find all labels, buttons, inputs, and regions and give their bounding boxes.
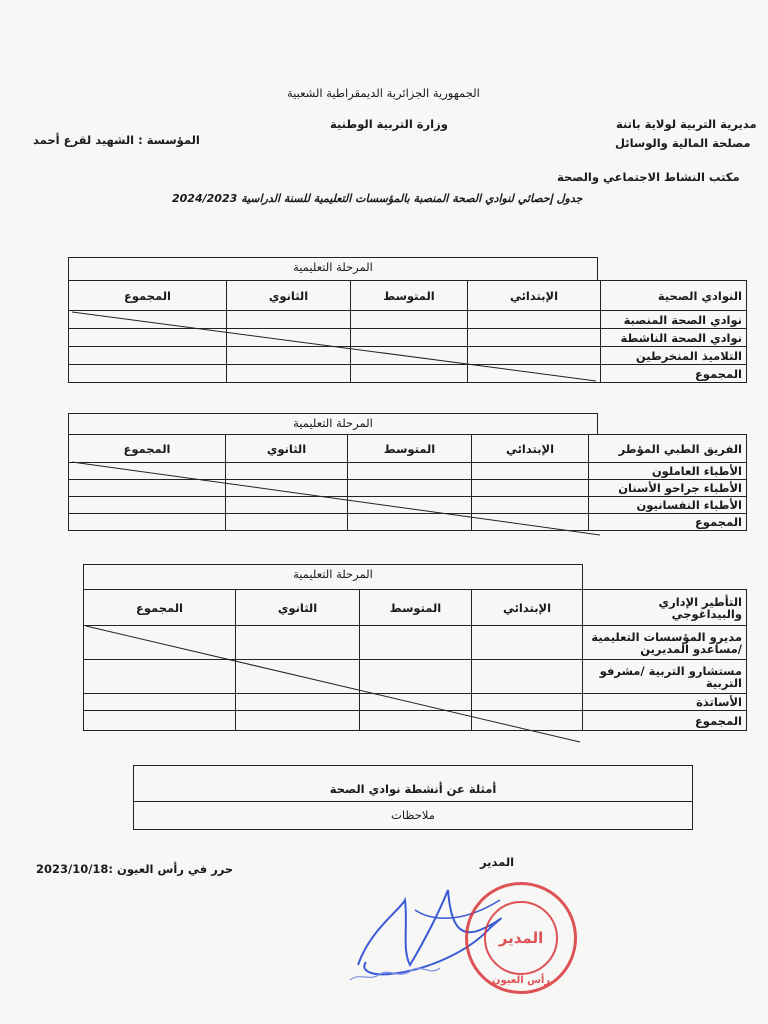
table3-row-label: مديرو المؤسسات التعليمية /مساعدو المديرين	[583, 626, 747, 660]
table3-cell[interactable]	[472, 711, 583, 731]
table2-col-middle: المتوسط	[348, 435, 472, 463]
table3-cell[interactable]	[360, 626, 472, 660]
table3-cell[interactable]	[360, 694, 472, 711]
table1-cell[interactable]	[468, 365, 601, 383]
table2-cell[interactable]	[472, 514, 589, 531]
table3-cell[interactable]	[472, 626, 583, 660]
office-label: مكتب النشاط الاجتماعي والصحة	[557, 170, 740, 184]
table1-cell[interactable]	[351, 347, 468, 365]
table2-cell[interactable]	[226, 514, 348, 531]
table3-cell[interactable]	[84, 711, 236, 731]
table1-cell[interactable]	[69, 311, 227, 329]
table3-row-label: مستشارو التربية /مشرفو التربية	[583, 660, 747, 694]
ministry-label: وزارة التربية الوطنية	[330, 117, 448, 131]
table2-col-total: المجموع	[69, 435, 226, 463]
table1-row-label: التلاميذ المنخرطين	[601, 347, 747, 365]
table3-stage-header: المرحلة التعليمية	[83, 564, 583, 590]
table3-cell[interactable]	[236, 626, 360, 660]
table1-cell[interactable]	[69, 347, 227, 365]
table3-cell[interactable]	[360, 711, 472, 731]
stamp-inner-ring	[484, 901, 558, 975]
table2-cell[interactable]	[226, 480, 348, 497]
table3-col-secondary: الثانوي	[236, 590, 360, 626]
table3-cell[interactable]	[84, 660, 236, 694]
notes-label[interactable]: ملاحظات	[391, 808, 435, 822]
table1-cell[interactable]	[468, 347, 601, 365]
table2-cell[interactable]	[69, 514, 226, 531]
table3-cell[interactable]	[84, 626, 236, 660]
table2-cell[interactable]	[69, 480, 226, 497]
directorate-label: مديرية التربية لولاية باتنة	[616, 117, 757, 131]
director-title: المدير	[480, 855, 515, 869]
table1-row-label: نوادي الصحة المنصبة	[601, 311, 747, 329]
table2-cell[interactable]	[472, 497, 589, 514]
table2-cell[interactable]	[226, 463, 348, 480]
table1-cell[interactable]	[468, 311, 601, 329]
table2-stage-header: المرحلة التعليمية	[68, 413, 598, 435]
table3-col-middle: المتوسط	[360, 590, 472, 626]
table3-cell[interactable]	[236, 660, 360, 694]
table2-row-label: الأطباء جراحو الأسنان	[589, 480, 747, 497]
table2-cell[interactable]	[348, 497, 472, 514]
table2-row-header: الفريق الطبي المؤطر	[589, 435, 747, 463]
table1-cell[interactable]	[227, 365, 351, 383]
health-clubs-table	[68, 280, 747, 383]
table3-row-header: التأطير الإداري والبيداغوجي	[583, 590, 747, 626]
table3-cell[interactable]	[472, 660, 583, 694]
table2-total-label: المجموع	[589, 514, 747, 531]
table1-cell[interactable]	[227, 329, 351, 347]
table2-row-label: الأطباء العاملون	[589, 463, 747, 480]
republic-heading: الجمهورية الجزائرية الديمقراطية الشعبية	[287, 86, 480, 100]
table3-cell[interactable]	[236, 711, 360, 731]
table3-col-primary: الإبتدائي	[472, 590, 583, 626]
table1-cell[interactable]	[468, 329, 601, 347]
table2-cell[interactable]	[348, 463, 472, 480]
table1-total-label: المجموع	[601, 365, 747, 383]
table1-col-secondary: الثانوي	[227, 281, 351, 311]
table1-stage-header: المرحلة التعليمية	[68, 257, 598, 281]
table1-col-total: المجموع	[69, 281, 227, 311]
service-label: مصلحة المالية والوسائل	[615, 136, 751, 150]
table2-cell[interactable]	[226, 497, 348, 514]
table2-cell[interactable]	[348, 480, 472, 497]
document-title: جدول إحصائي لنوادي الصحة المنصبة بالمؤسسات التعليمية للسنة الدراسية 2024/2023	[172, 192, 583, 205]
table1-cell[interactable]	[69, 329, 227, 347]
table3-cell[interactable]	[360, 660, 472, 694]
table2-cell[interactable]	[348, 514, 472, 531]
official-stamp	[465, 882, 577, 994]
place-date: حرر في رأس العيون :2023/10/18	[36, 862, 234, 876]
table2-cell[interactable]	[472, 480, 589, 497]
activities-notes-box	[133, 765, 693, 830]
table1-cell[interactable]	[351, 329, 468, 347]
table2-cell[interactable]	[69, 497, 226, 514]
table1-cell[interactable]	[69, 365, 227, 383]
table1-cell[interactable]	[351, 311, 468, 329]
table2-cell[interactable]	[69, 463, 226, 480]
table3-total-label: المجموع	[583, 711, 747, 731]
table3-cell[interactable]	[236, 694, 360, 711]
stamp-bottom-text: رأس العيون	[491, 975, 551, 986]
table1-col-middle: المتوسط	[351, 281, 468, 311]
table1-row-header: النوادي الصحية	[601, 281, 747, 311]
admin-staff-table	[83, 589, 747, 731]
table2-col-primary: الإبتدائي	[472, 435, 589, 463]
table3-cell[interactable]	[472, 694, 583, 711]
table3-row-label: الأساتذة	[583, 694, 747, 711]
table1-row-label: نوادي الصحة الناشطة	[601, 329, 747, 347]
table2-cell[interactable]	[472, 463, 589, 480]
medical-team-table	[68, 434, 747, 531]
table3-cell[interactable]	[84, 694, 236, 711]
table1-cell[interactable]	[351, 365, 468, 383]
activities-label: أمثلة عن أنشطة نوادي الصحة	[329, 782, 497, 796]
table2-col-secondary: الثانوي	[226, 435, 348, 463]
table1-col-primary: الإبتدائي	[468, 281, 601, 311]
table1-cell[interactable]	[227, 311, 351, 329]
table3-col-total: المجموع	[84, 590, 236, 626]
table1-cell[interactable]	[227, 347, 351, 365]
institution-label: المؤسسة : الشهيد لقرع أحمد	[33, 133, 200, 147]
table2-row-label: الأطباء النفسانيون	[589, 497, 747, 514]
stamp-center-text: المدير	[498, 929, 544, 947]
